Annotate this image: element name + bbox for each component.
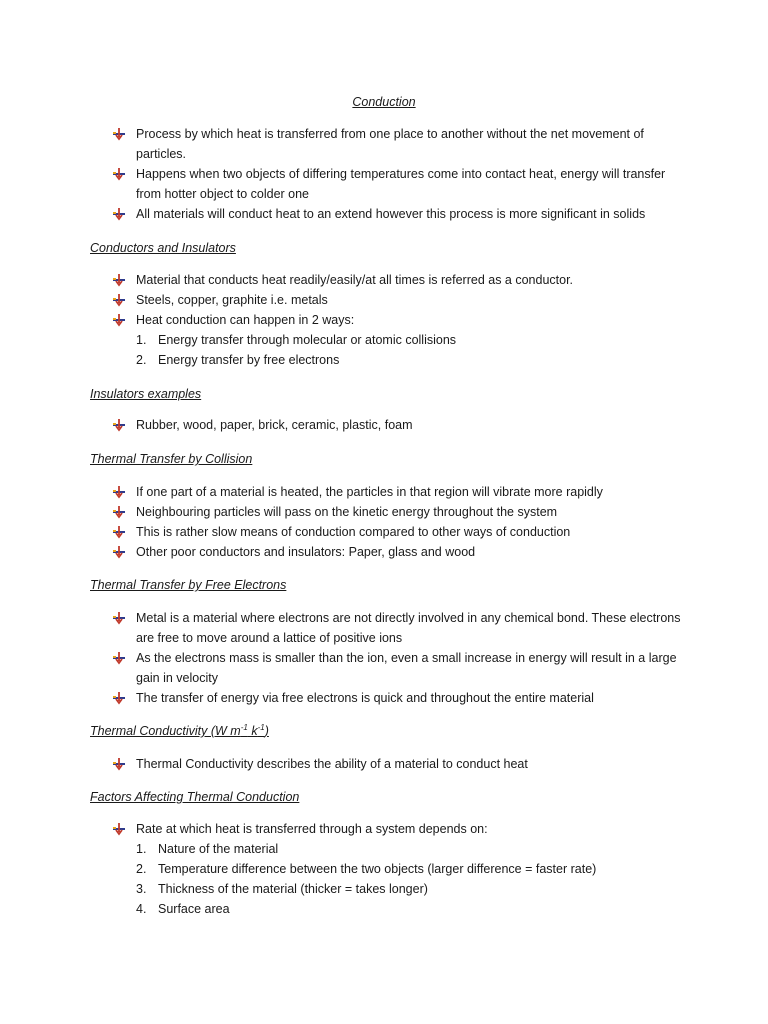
list-item-text: Rate at which heat is transferred through a system depends on: bbox=[136, 822, 488, 836]
section-heading-free-electrons: Thermal Transfer by Free Electrons bbox=[90, 578, 287, 592]
arrow-down-bullet-icon bbox=[112, 525, 126, 539]
arrow-down-bullet-icon bbox=[112, 167, 126, 181]
list-item-text: The transfer of energy via free electrons is quick and throughout the entire material bbox=[136, 691, 594, 705]
superscript: -1 bbox=[240, 722, 248, 732]
heading-text: Thermal Conductivity (W m bbox=[90, 724, 241, 738]
list-item bbox=[112, 270, 692, 290]
item-text: Energy transfer through molecular or atomic collisions bbox=[158, 333, 457, 347]
list-item bbox=[112, 204, 692, 224]
list-item bbox=[112, 754, 692, 774]
list-item-text: Material that conducts heat readily/easily/at all times is referred as a conductor. bbox=[136, 273, 574, 287]
conductivity-list bbox=[112, 754, 692, 774]
arrow-down-bullet-icon bbox=[112, 418, 126, 432]
numbered-item bbox=[112, 330, 692, 350]
free-electrons-list bbox=[112, 608, 692, 708]
superscript: -1 bbox=[257, 722, 265, 732]
arrow-down-bullet-icon bbox=[112, 757, 126, 771]
item-number: 4. bbox=[136, 902, 147, 916]
list-item bbox=[112, 522, 692, 542]
list-item-text: Other poor conductors and insulators: Paper, glass and wood bbox=[136, 545, 476, 559]
list-item bbox=[112, 688, 692, 708]
list-item bbox=[112, 415, 692, 435]
list-item bbox=[112, 819, 692, 839]
numbered-item bbox=[112, 839, 692, 859]
conductors-list bbox=[112, 270, 692, 370]
section-heading-insulators: Insulators examples bbox=[90, 387, 202, 401]
list-item bbox=[112, 310, 692, 330]
list-item-text: Happens when two objects of differing temperatures come into contact heat, energy will transfer from hotter object to colder one bbox=[136, 167, 666, 201]
item-text: Energy transfer by free electrons bbox=[158, 353, 340, 367]
numbered-item bbox=[112, 879, 692, 899]
arrow-down-bullet-icon bbox=[112, 691, 126, 705]
item-number: 1. bbox=[136, 842, 147, 856]
insulators-list bbox=[112, 415, 692, 435]
item-number: 2. bbox=[136, 353, 147, 367]
section-heading-collision: Thermal Transfer by Collision bbox=[90, 452, 253, 466]
heading-text: ) bbox=[264, 724, 269, 738]
numbered-item bbox=[112, 350, 692, 370]
section-heading-conductors: Conductors and Insulators bbox=[90, 241, 236, 255]
arrow-down-bullet-icon bbox=[112, 273, 126, 287]
arrow-down-bullet-icon bbox=[112, 651, 126, 665]
list-item bbox=[112, 164, 692, 204]
item-number: 1. bbox=[136, 333, 147, 347]
section-heading-factors: Factors Affecting Thermal Conduction bbox=[90, 790, 300, 804]
heading-text: k bbox=[247, 724, 258, 738]
list-item bbox=[112, 482, 692, 502]
item-text: Nature of the material bbox=[158, 842, 279, 856]
section-heading-conductivity bbox=[90, 723, 269, 739]
list-item bbox=[112, 502, 692, 522]
item-number: 2. bbox=[136, 862, 147, 876]
list-item-text: Steels, copper, graphite i.e. metals bbox=[136, 293, 328, 307]
arrow-down-bullet-icon bbox=[112, 822, 126, 836]
list-item-text: This is rather slow means of conduction compared to other ways of conduction bbox=[136, 525, 571, 539]
list-item bbox=[112, 608, 692, 648]
arrow-down-bullet-icon bbox=[112, 485, 126, 499]
arrow-down-bullet-icon bbox=[112, 207, 126, 221]
list-item-text: Rubber, wood, paper, brick, ceramic, plastic, foam bbox=[136, 418, 413, 432]
list-item bbox=[112, 124, 692, 164]
item-text: Temperature difference between the two objects (larger difference = faster rate) bbox=[158, 862, 597, 876]
list-item-text: Neighbouring particles will pass on the kinetic energy throughout the system bbox=[136, 505, 558, 519]
page-title: Conduction bbox=[352, 95, 416, 109]
list-item bbox=[112, 542, 692, 562]
list-item-text: As the electrons mass is smaller than the ion, even a small increase in energy will result in a large gain in velocity bbox=[136, 651, 677, 685]
arrow-down-bullet-icon bbox=[112, 313, 126, 327]
arrow-down-bullet-icon bbox=[112, 505, 126, 519]
intro-list bbox=[112, 124, 692, 224]
item-text: Thickness of the material (thicker = takes longer) bbox=[158, 882, 428, 896]
numbered-item bbox=[112, 859, 692, 879]
list-item-text: All materials will conduct heat to an extend however this process is more significant in solids bbox=[136, 207, 646, 221]
arrow-down-bullet-icon bbox=[112, 545, 126, 559]
arrow-down-bullet-icon bbox=[112, 127, 126, 141]
item-number: 3. bbox=[136, 882, 147, 896]
factors-list bbox=[112, 819, 692, 919]
item-text: Surface area bbox=[158, 902, 230, 916]
list-item-text: Thermal Conductivity describes the ability of a material to conduct heat bbox=[136, 757, 528, 771]
list-item-text: Process by which heat is transferred from one place to another without the net movement of particles. bbox=[136, 127, 644, 161]
collision-list bbox=[112, 482, 692, 562]
list-item-text: Heat conduction can happen in 2 ways: bbox=[136, 313, 355, 327]
numbered-item bbox=[112, 899, 692, 919]
arrow-down-bullet-icon bbox=[112, 611, 126, 625]
arrow-down-bullet-icon bbox=[112, 293, 126, 307]
list-item-text: If one part of a material is heated, the particles in that region will vibrate more rapidly bbox=[136, 485, 603, 499]
list-item-text: Metal is a material where electrons are not directly involved in any chemical bond. These electrons are free to move around a lattice of positive ions bbox=[136, 611, 681, 645]
list-item bbox=[112, 290, 692, 310]
list-item bbox=[112, 648, 692, 688]
